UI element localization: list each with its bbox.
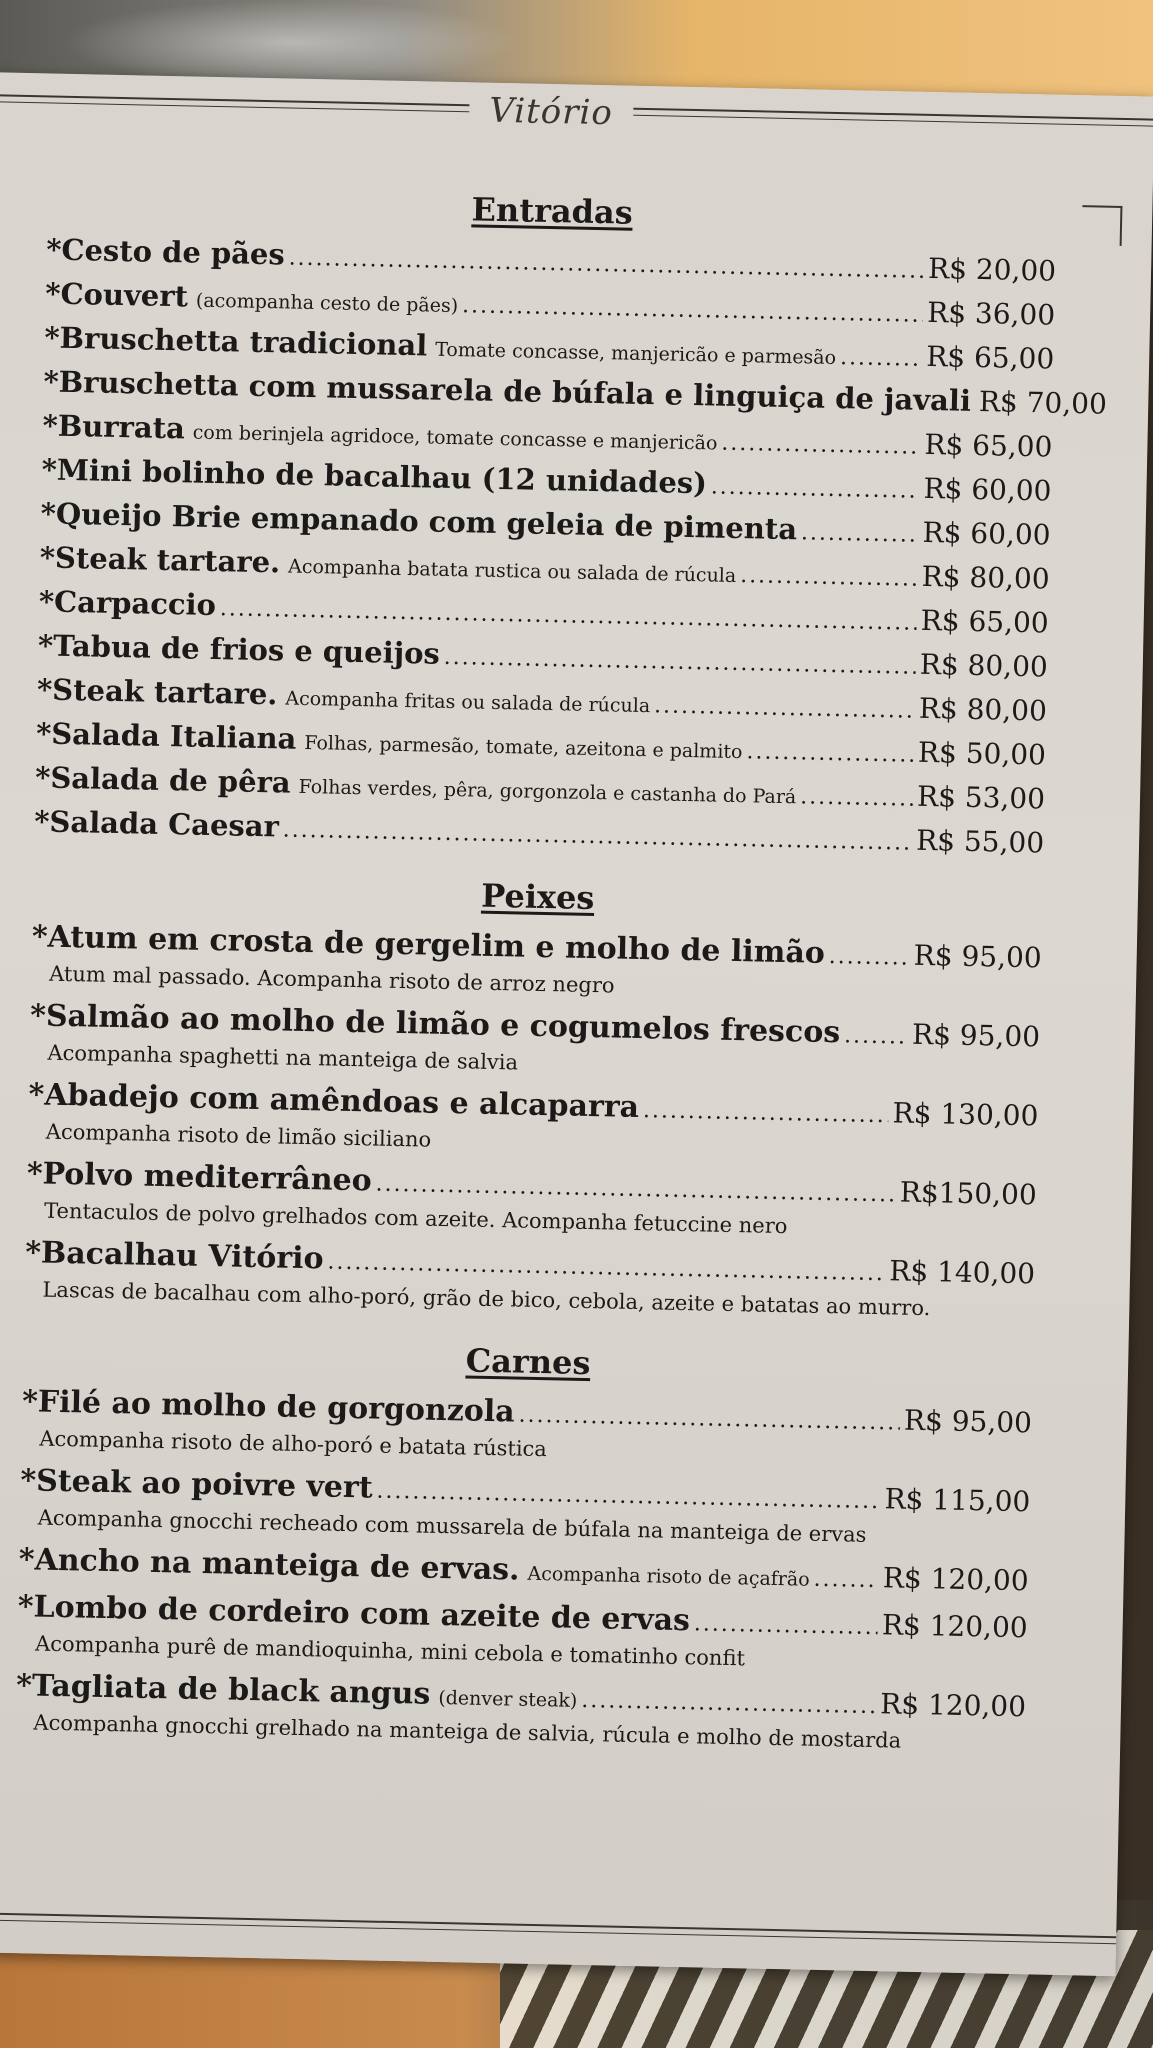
menu-item-price: R$ 95,00 (911, 1017, 1041, 1054)
menu-item-name: *Queijo Brie empanado com geleia de pimenta (40, 496, 798, 547)
menu-item-price: R$ 70,00 (978, 384, 1108, 421)
menu-item-accompaniment: Acompanha purê de mandioquinha, mini cebola e tomatinho confit (34, 1631, 746, 1671)
menu-item-description: (denver steak) (438, 1686, 578, 1712)
menu-item-price: R$ 20,00 (927, 251, 1057, 288)
dot-leader (974, 381, 975, 425)
bottom-border (0, 1912, 1116, 1944)
menu-item-name: *Burrata (42, 408, 186, 446)
menu-item-description: Tomate concasse, manjericão e parmesão (434, 338, 837, 369)
menu-item-price: R$ 65,00 (920, 603, 1050, 640)
peixes-list (24, 915, 1042, 1325)
menu-item-name: *Ancho na manteiga de ervas. (18, 1542, 520, 1588)
menu-item-name: *Bacalhau Vitório (24, 1235, 324, 1277)
menu-item-accompaniment: Acompanha risoto de limão siciliano (45, 1119, 432, 1152)
section-peixes (24, 867, 1043, 1325)
menu-item-description: Acompanha risoto de açafrão (527, 1562, 810, 1591)
menu-page (0, 72, 1153, 1976)
menu-item-name: *Bruschetta com mussarela de búfala e linguiça de javali (43, 364, 972, 418)
section-title: Peixes (480, 876, 595, 918)
menu-item-description: Folhas, parmesão, tomate, azeitona e palmito (304, 731, 743, 764)
glass-reflection (60, 0, 520, 85)
menu-item-accompaniment: Acompanha spaghetti na manteiga de salvia (47, 1040, 519, 1075)
menu-item-price: R$ 95,00 (903, 1403, 1033, 1440)
menu-item-accompaniment: Acompanha gnocchi recheado com mussarela de búfala na manteiga de ervas (37, 1505, 867, 1547)
menu-item-price: R$ 65,00 (924, 427, 1053, 464)
menu-item-name: *Salada de pêra (34, 760, 292, 800)
dot-leader (643, 1086, 890, 1138)
menu-item-price: R$ 55,00 (915, 823, 1045, 860)
menu-item-price: R$ 115,00 (884, 1482, 1031, 1519)
menu-item-description: (acompanha cesto de pães) (195, 289, 459, 318)
menu-item-name: *Abadejo com amêndoas e alcaparra (28, 1077, 640, 1126)
menu-item-description: Acompanha batata rustica ou salada de rúcula (287, 555, 737, 587)
menu-item-accompaniment: Acompanha risoto de alho-poró e batata rústica (39, 1426, 548, 1462)
menu-item-description: com berinjela agridoce, tomate concasse e manjericão (192, 421, 718, 455)
menu-item-price: R$ 95,00 (913, 938, 1043, 975)
menu-item-name: *Tagliata de black angus (15, 1668, 431, 1712)
dot-leader (844, 1011, 909, 1059)
menu-item-price: R$ 80,00 (918, 691, 1048, 728)
restaurant-logo: Vitório (469, 90, 633, 133)
menu-item-price: R$ 120,00 (882, 1561, 1029, 1598)
menu-item-name: *Salada Italiana (35, 716, 297, 756)
dot-leader (800, 773, 914, 819)
menu-item-price: R$ 50,00 (917, 735, 1047, 772)
menu-item-accompaniment: Atum mal passado. Acompanha risoto de arroz negro (48, 961, 615, 998)
menu-item-accompaniment: Lascas de bacalhau com alho-poró, grão de bico, cebola, azeite e batatas ao murro. (42, 1277, 931, 1321)
menu-item-name: *Tabua de frios e queijos (37, 628, 441, 671)
entradas-list (33, 229, 1108, 866)
menu-item-name: *Couvert (45, 276, 189, 314)
section-title: Carnes (465, 1341, 591, 1383)
menu-item-price: R$ 65,00 (925, 339, 1055, 376)
menu-item-name: *Steak tartare. (36, 672, 278, 712)
menu-item-name: *Steak tartare. (39, 540, 281, 580)
menu-content (15, 173, 1108, 1764)
menu-item-name: *Salada Caesar (33, 804, 280, 844)
menu-item-price: R$ 80,00 (919, 647, 1049, 684)
menu-item-price: R$ 36,00 (926, 295, 1056, 332)
dot-leader (654, 682, 916, 731)
section-title: Entradas (471, 190, 634, 232)
menu-item-name: *Mini bolinho de bacalhau (12 unidades) (41, 452, 708, 501)
dot-leader (746, 728, 914, 775)
corner-ornament (1082, 205, 1123, 246)
menu-item-accompaniment: Tentaculos de polvo grelhados com azeite. Acompanha fetuccine nero (43, 1198, 788, 1239)
dot-leader (801, 509, 919, 555)
menu-item-price: R$ 60,00 (922, 515, 1051, 552)
dot-leader (740, 552, 918, 600)
menu-item-name: *Salmão ao molho de limão e cogumelos frescos (29, 998, 841, 1051)
menu-item-price: R$ 140,00 (888, 1254, 1036, 1291)
dot-leader (813, 1555, 879, 1603)
menu-item-price: R$ 53,00 (916, 779, 1046, 816)
dot-leader (840, 334, 923, 380)
menu-item-description: Acompanha fritas ou salada de rúcula (285, 687, 651, 718)
section-entradas (33, 181, 1108, 866)
menu-item-name: *Steak ao poivre vert (20, 1463, 374, 1506)
menu-item-name: *Bruschetta tradicional (44, 320, 428, 363)
menu-item-description: Folhas verdes, pêra, gorgonzola e castanha do Pará (298, 775, 797, 809)
menu-item-accompaniment: Acompanha gnocchi grelhado na manteiga de salvia, rúcula e molho de mostarda (33, 1710, 902, 1753)
dot-leader (828, 932, 910, 981)
menu-item-price: R$ 80,00 (921, 559, 1050, 596)
menu-item-name: *Atum em crosta de gergelim e molho de limão (31, 919, 826, 971)
dot-leader (710, 463, 920, 511)
carnes-list (15, 1380, 1032, 1758)
menu-item-name: *Polvo mediterrâneo (26, 1156, 373, 1199)
menu-item-name: *Carpaccio (38, 584, 217, 623)
menu-item-price: R$ 130,00 (892, 1096, 1039, 1133)
menu-item-price: R$ 60,00 (923, 471, 1052, 508)
menu-item-name: *Filé ao molho de gorgonzola (21, 1384, 516, 1430)
menu-item-name: *Lombo de cordeiro com azeite de ervas (17, 1589, 691, 1639)
menu-item-price: R$150,00 (899, 1175, 1038, 1212)
section-carnes (15, 1332, 1033, 1758)
dot-leader (518, 1391, 900, 1446)
menu-item-price: R$ 120,00 (879, 1687, 1027, 1724)
dot-leader (721, 420, 921, 468)
menu-item-price: R$ 120,00 (881, 1608, 1028, 1645)
menu-item-name: *Cesto de pães (45, 232, 286, 272)
